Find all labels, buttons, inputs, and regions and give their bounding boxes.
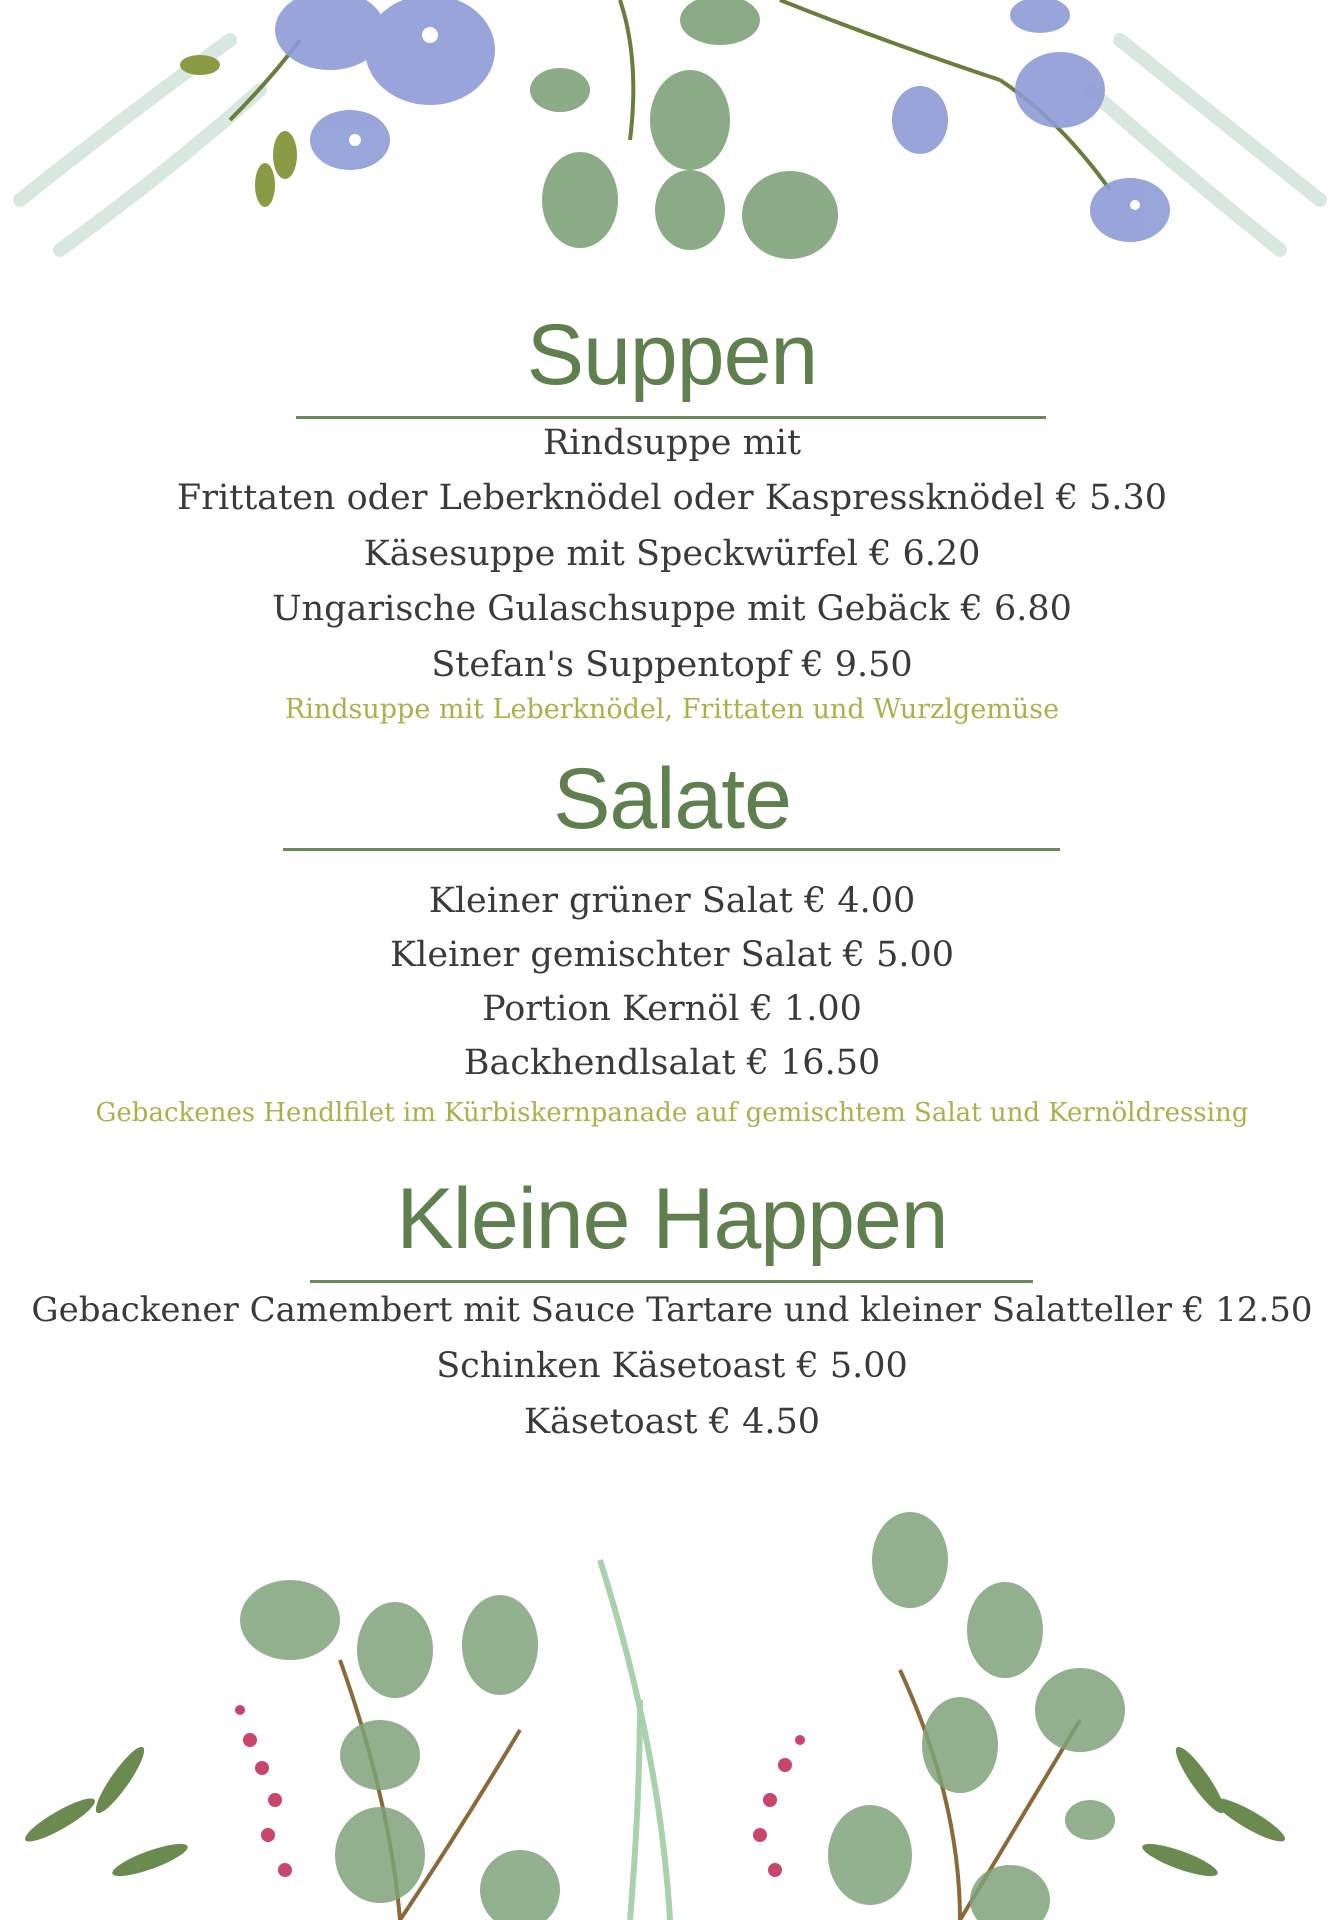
floral-top-decoration <box>0 0 1344 290</box>
menu-item-line: Kleiner grüner Salat € 4.00 <box>428 881 916 921</box>
menu-item-line: Stefan's Suppentopf € 9.50 <box>431 645 913 685</box>
eucalyptus-bottom-decoration <box>0 1500 1344 1920</box>
section-title-salate: Salate <box>553 751 791 847</box>
section-title-suppen: Suppen <box>526 307 818 403</box>
menu-item-line: Käsesuppe mit Speckwürfel € 6.20 <box>363 534 981 574</box>
section-title-kleine-happen: Kleine Happen <box>396 1171 948 1267</box>
menu-item-line: Kleiner gemischter Salat € 5.00 <box>389 935 955 975</box>
menu-item-line: Portion Kernöl € 1.00 <box>482 989 862 1029</box>
menu-item-line: Gebackener Camembert mit Sauce Tartare und kleiner Salatteller € 12.50 <box>31 1290 1313 1330</box>
menu-item-line: Rindsuppe mit <box>542 423 802 463</box>
menu-item-line: Ungarische Gulaschsuppe mit Gebäck € 6.80 <box>272 589 1072 629</box>
menu-item-line: Käsetoast € 4.50 <box>523 1402 821 1442</box>
menu-item-line: Frittaten oder Leberknödel oder Kaspressknödel € 5.30 <box>176 478 1168 518</box>
menu-item-line: Backhendlsalat € 16.50 <box>463 1043 881 1083</box>
section-rule-suppen <box>296 416 1046 419</box>
section-rule-kleine-happen <box>310 1280 1033 1283</box>
item-description: Rindsuppe mit Leberknödel, Frittaten und Wurzlgemüse <box>284 694 1060 725</box>
item-description: Gebackenes Hendlfilet im Kürbiskernpanade auf gemischtem Salat und Kernöldressing <box>95 1098 1249 1128</box>
menu-item-line: Schinken Käsetoast € 5.00 <box>436 1346 908 1386</box>
section-rule-salate <box>283 848 1060 851</box>
